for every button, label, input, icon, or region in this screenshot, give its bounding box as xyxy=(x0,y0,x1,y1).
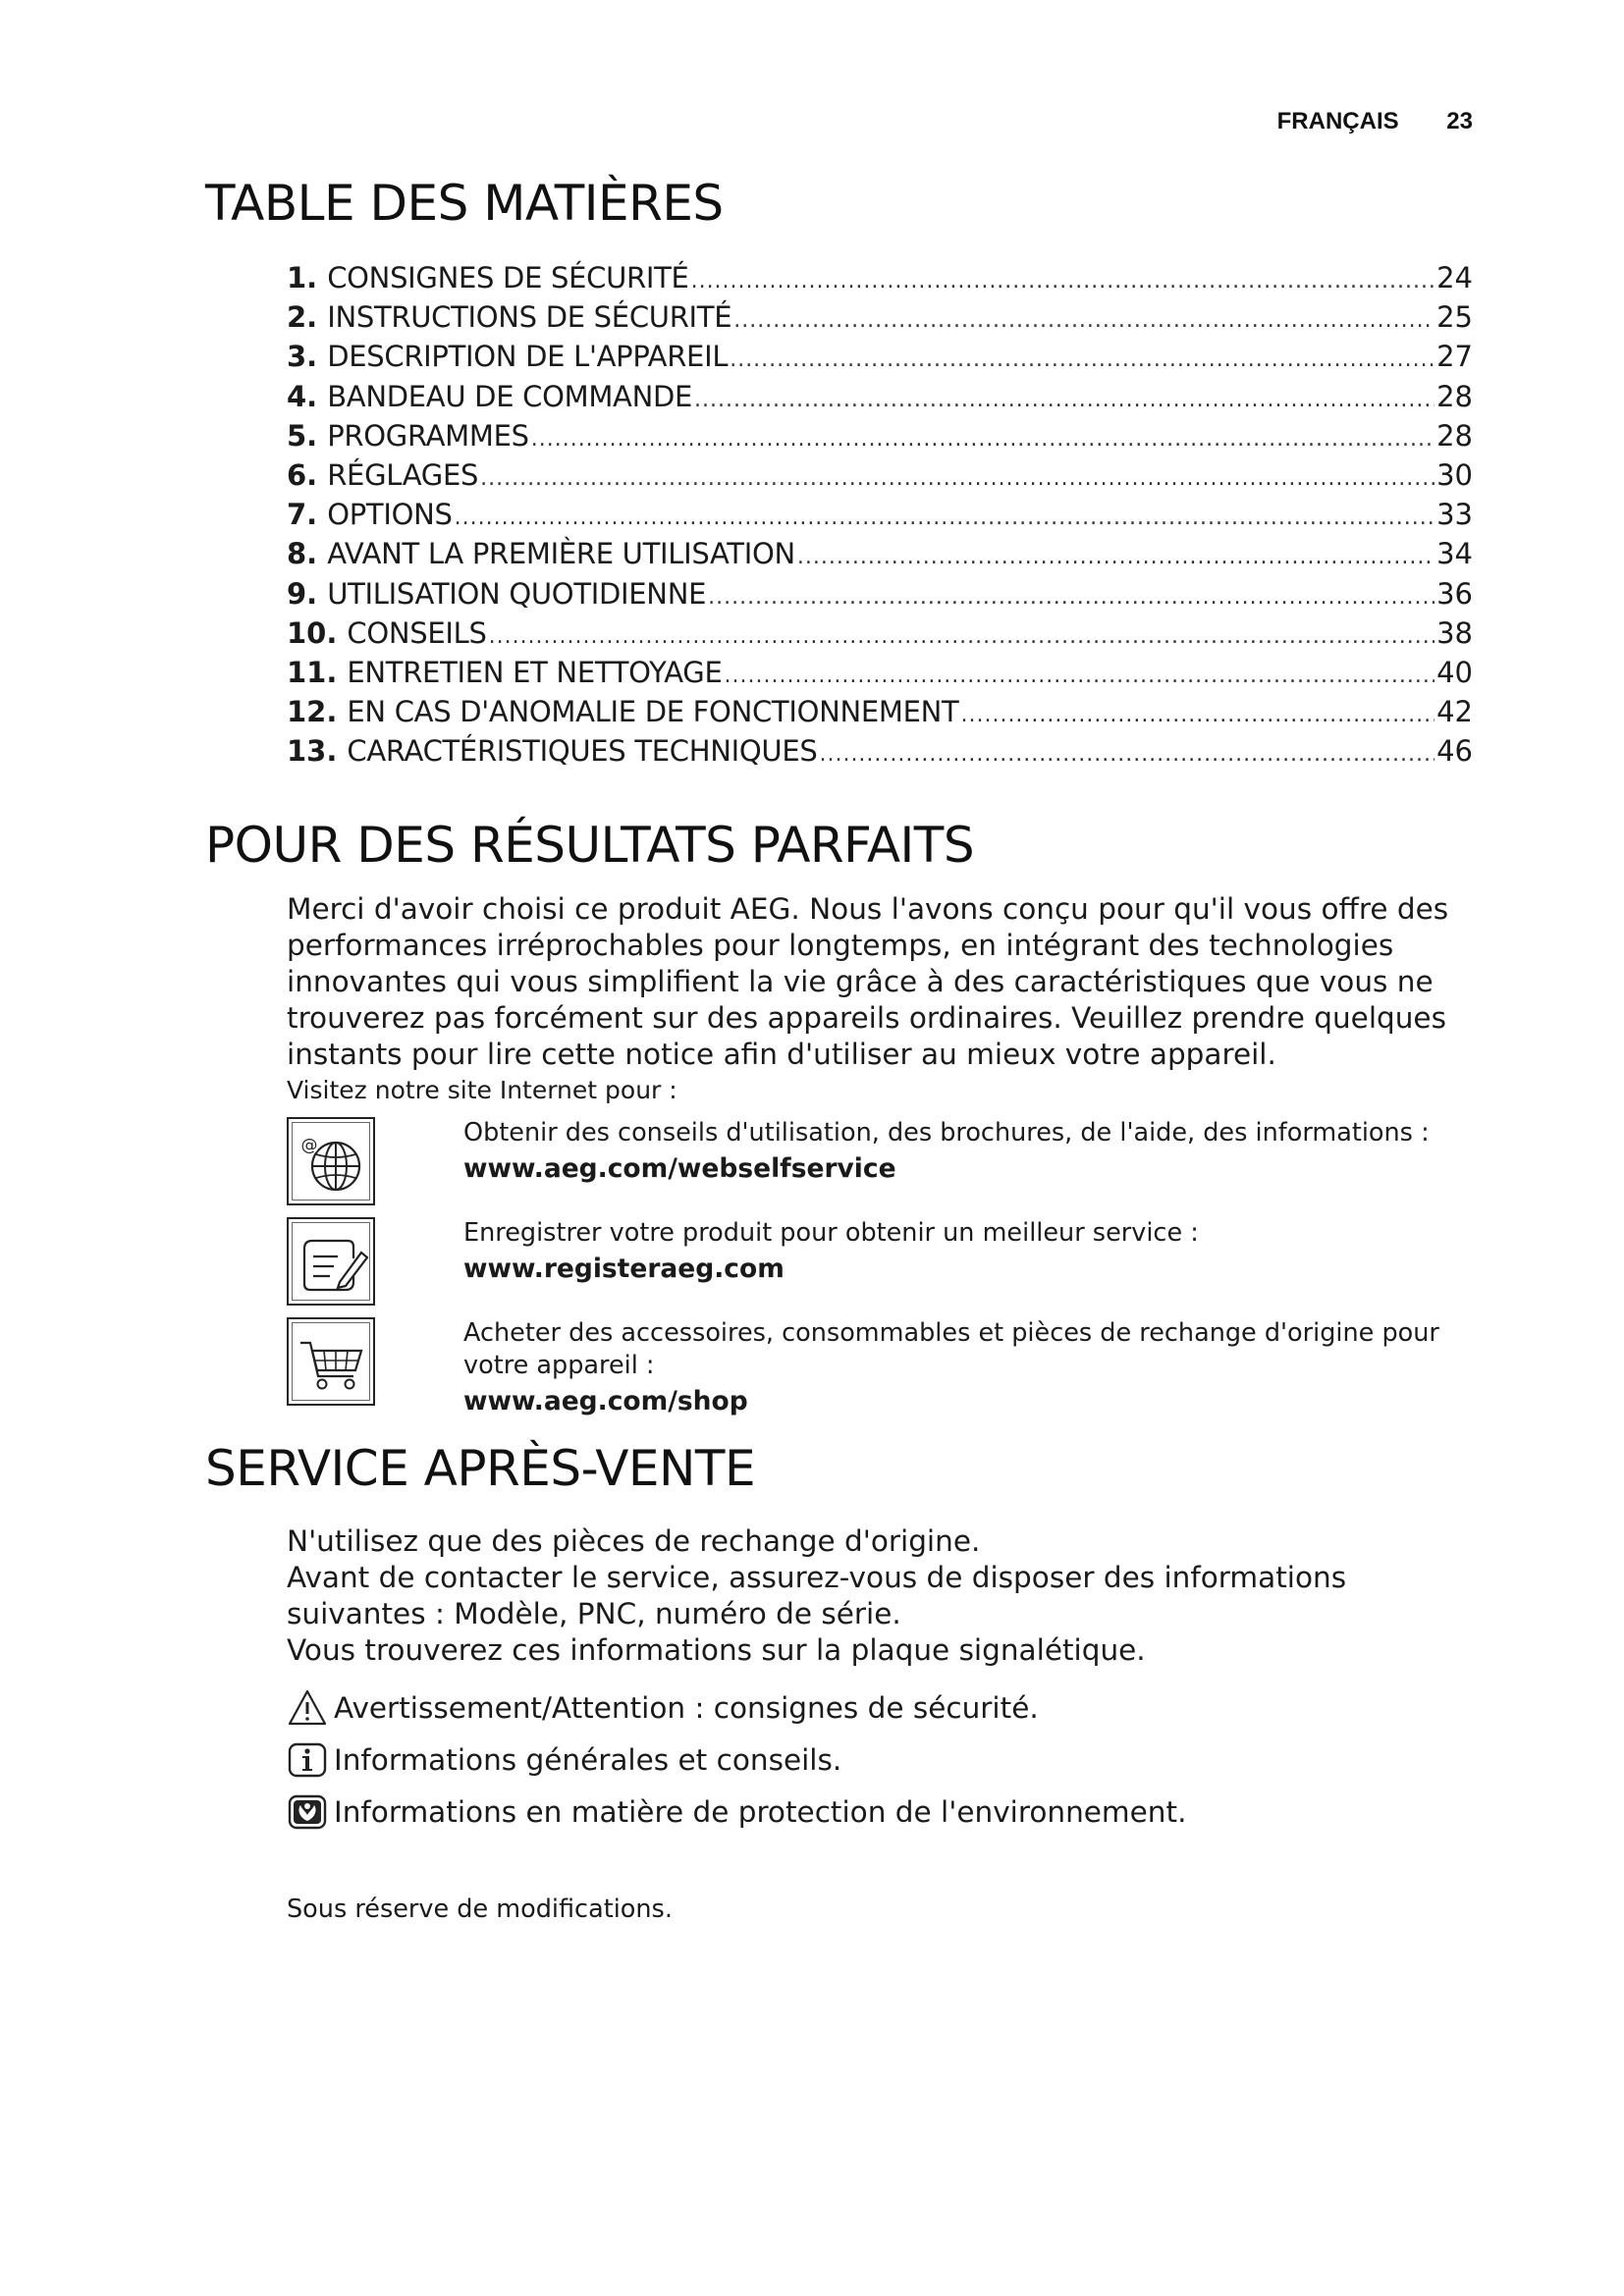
service-title: SERVICE APRÈS-VENTE xyxy=(205,1440,756,1497)
link-url-shop[interactable]: www.aeg.com/shop xyxy=(463,1386,748,1416)
toc-entry-title: RÉGLAGES xyxy=(327,457,479,492)
toc-entry-title: EN CAS D'ANOMALIE DE FONCTIONNEMENT xyxy=(347,695,959,729)
toc-entry-title: ENTRETIEN ET NETTOYAGE xyxy=(347,655,723,689)
page-header xyxy=(1277,108,1473,135)
toc-entry-page: 30 xyxy=(1436,457,1473,492)
link-url-register[interactable]: www.registeraeg.com xyxy=(463,1254,785,1284)
toc-entry-number: 13. xyxy=(287,734,338,769)
toc-entry[interactable] xyxy=(287,577,1473,616)
toc-entry[interactable] xyxy=(287,380,1473,419)
table-of-contents xyxy=(287,261,1473,774)
toc-entry-page: 34 xyxy=(1436,537,1473,571)
toc-entry[interactable] xyxy=(287,537,1473,576)
toc-leader-dots xyxy=(531,427,1435,452)
legend-text: Informations générales et conseils. xyxy=(334,1743,842,1777)
warning-icon xyxy=(287,1687,328,1729)
environment-icon xyxy=(287,1791,328,1833)
shopping-cart-icon xyxy=(287,1317,375,1406)
toc-entry-page: 25 xyxy=(1436,300,1473,335)
toc-entry-number: 7. xyxy=(287,498,318,532)
toc-entry-page: 42 xyxy=(1436,695,1473,729)
toc-entry[interactable] xyxy=(287,656,1473,695)
web-globe-icon xyxy=(287,1117,375,1205)
toc-entry-number: 2. xyxy=(287,300,318,335)
language-label: FRANÇAIS xyxy=(1276,108,1399,134)
toc-entry-title: INSTRUCTIONS DE SÉCURITÉ xyxy=(327,300,732,335)
toc-entry-number: 9. xyxy=(287,576,318,611)
toc-entry-title: BANDEAU DE COMMANDE xyxy=(327,379,693,413)
toc-entry-number: 1. xyxy=(287,261,318,294)
toc-entry[interactable] xyxy=(287,616,1473,656)
toc-entry-page: 40 xyxy=(1436,655,1473,689)
toc-entry[interactable] xyxy=(287,300,1473,340)
info-icon xyxy=(287,1739,328,1781)
toc-leader-dots xyxy=(733,308,1435,333)
link-description: Acheter des accessoires, consommables et pièces de rechange d'origine pour votre appareil : xyxy=(463,1318,1439,1380)
toc-entry-page: 27 xyxy=(1436,340,1473,374)
toc-leader-dots xyxy=(480,466,1435,491)
toc-entry-number: 5. xyxy=(287,418,318,453)
toc-entry-page: 28 xyxy=(1436,418,1473,453)
page-number: 23 xyxy=(1446,108,1473,134)
link-item-shop xyxy=(463,1317,1494,1417)
link-description: Obtenir des conseils d'utilisation, des brochures, de l'aide, des informations : xyxy=(463,1118,1430,1148)
toc-entry-number: 3. xyxy=(287,340,318,374)
legend-text: Informations en matière de protection de l'environnement. xyxy=(334,1795,1187,1829)
toc-leader-dots xyxy=(691,269,1435,294)
link-item-webselfservice xyxy=(463,1117,1494,1185)
service-text xyxy=(287,1523,1494,1669)
toc-entry[interactable] xyxy=(287,340,1473,379)
toc-entry-number: 4. xyxy=(287,379,318,413)
toc-entry[interactable] xyxy=(287,734,1473,774)
toc-leader-dots xyxy=(489,624,1435,649)
service-line: Vous trouverez ces informations sur la plaque signalétique. xyxy=(287,1633,1146,1667)
toc-entry[interactable] xyxy=(287,458,1473,498)
toc-entry[interactable] xyxy=(287,695,1473,734)
toc-entry-number: 11. xyxy=(287,655,338,689)
toc-entry[interactable] xyxy=(287,498,1473,537)
svg-text:@: @ xyxy=(300,1136,318,1155)
toc-entry-number: 10. xyxy=(287,615,338,650)
toc-entry-title: UTILISATION QUOTIDIENNE xyxy=(327,576,707,611)
toc-entry-number: 6. xyxy=(287,457,318,492)
toc-entry-page: 36 xyxy=(1436,576,1473,611)
toc-entry-page: 38 xyxy=(1436,615,1473,650)
visit-label: Visitez notre site Internet pour : xyxy=(287,1076,677,1104)
toc-leader-dots xyxy=(708,585,1435,610)
toc-entry-title: CARACTÉRISTIQUES TECHNIQUES xyxy=(347,734,818,769)
register-form-icon xyxy=(287,1217,375,1306)
toc-entry-number: 12. xyxy=(287,695,338,729)
link-description: Enregistrer votre produit pour obtenir un meilleur service : xyxy=(463,1218,1199,1248)
toc-leader-dots xyxy=(960,703,1435,727)
toc-title: TABLE DES MATIÈRES xyxy=(205,175,724,232)
toc-leader-dots xyxy=(455,506,1435,530)
toc-leader-dots xyxy=(797,545,1435,569)
link-url-webselfservice[interactable]: www.aeg.com/webselfservice xyxy=(463,1153,896,1184)
legend-item-warning xyxy=(287,1686,1039,1730)
results-title: POUR DES RÉSULTATS PARFAITS xyxy=(205,817,975,874)
toc-leader-dots xyxy=(819,742,1435,767)
intro-paragraph: Merci d'avoir choisi ce produit AEG. Nous l'avons conçu pour qu'il vous offre des performances irréprochables pour longtemps, en intégrant des technologies innovantes qui vous simplifient la vie grâce à des caractéristiques que vous ne trouverez pas forcément sur des appareils ordinaires. Veuillez prendre quelques instants pour lire cette notice afin d'utiliser au mieux votre appareil. xyxy=(287,892,1449,1071)
service-line: Avant de contacter le service, assurez-vous de disposer des informations suivantes : Modèle, PNC, numéro de série. xyxy=(287,1561,1347,1630)
service-line: N'utilisez que des pièces de rechange d'origine. xyxy=(287,1524,981,1558)
toc-entry-title: PROGRAMMES xyxy=(327,418,529,453)
toc-leader-dots xyxy=(725,664,1435,688)
legend-item-info xyxy=(287,1738,841,1782)
toc-entry-number: 8. xyxy=(287,537,318,571)
legend-text: Avertissement/Attention : consignes de sécurité. xyxy=(334,1691,1039,1725)
toc-entry[interactable] xyxy=(287,419,1473,458)
toc-entry-title: CONSEILS xyxy=(347,615,487,650)
toc-entry[interactable] xyxy=(287,261,1473,300)
legend-item-environment xyxy=(287,1790,1186,1834)
toc-entry-page: 46 xyxy=(1436,734,1473,769)
toc-entry-page: 28 xyxy=(1436,379,1473,413)
toc-entry-title: CONSIGNES DE SÉCURITÉ xyxy=(327,261,689,294)
toc-leader-dots xyxy=(730,347,1435,372)
toc-entry-page: 24 xyxy=(1436,261,1473,294)
link-item-register xyxy=(463,1217,1494,1285)
toc-leader-dots xyxy=(694,388,1435,412)
toc-entry-title: AVANT LA PREMIÈRE UTILISATION xyxy=(327,537,795,571)
toc-entry-page: 33 xyxy=(1436,498,1473,532)
toc-entry-title: OPTIONS xyxy=(327,498,453,532)
toc-entry-title: DESCRIPTION DE L'APPAREIL xyxy=(327,340,729,374)
disclaimer-note: Sous réserve de modifications. xyxy=(287,1895,673,1924)
